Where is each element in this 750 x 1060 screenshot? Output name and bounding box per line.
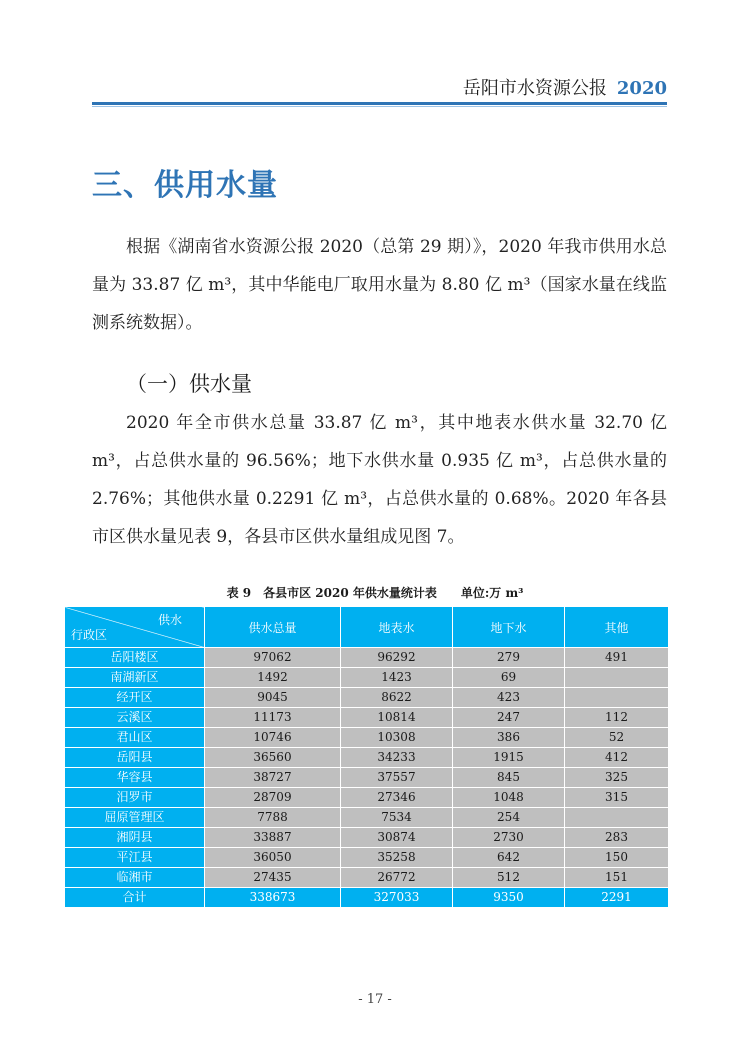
region-cell: 合计 [65, 888, 205, 908]
table-row [65, 788, 669, 808]
value-cell: 642 [453, 848, 565, 868]
value-cell: 315 [565, 788, 669, 808]
value-cell: 97062 [205, 648, 341, 668]
header-title: 岳阳市水资源公报 [462, 78, 607, 99]
table-row [65, 748, 669, 768]
intro-paragraph: 根据《湖南省水资源公报 2020（总第 29 期）》，2020 年我市供用水总量为 33.87 亿 m³，其中华能电厂取用水量为 8.80 亿 m³（国家水量在线监测系统数据）。 [92, 237, 667, 333]
value-cell: 8622 [341, 688, 453, 708]
corner-bottom-label: 行政区 [71, 628, 108, 642]
value-cell: 36560 [205, 748, 341, 768]
value-cell: 150 [565, 848, 669, 868]
value-cell: 9045 [205, 688, 341, 708]
header-year: 2020 [616, 78, 667, 99]
value-cell: 423 [453, 688, 565, 708]
value-cell [565, 808, 669, 828]
table-row [65, 728, 669, 748]
region-cell: 君山区 [65, 728, 205, 748]
value-cell: 327033 [341, 888, 453, 908]
value-cell: 96292 [341, 648, 453, 668]
value-cell: 11173 [205, 708, 341, 728]
column-header: 地下水 [453, 607, 565, 648]
table-row [65, 868, 669, 888]
region-cell: 云溪区 [65, 708, 205, 728]
value-cell: 27435 [205, 868, 341, 888]
value-cell: 1915 [453, 748, 565, 768]
value-cell: 2730 [453, 828, 565, 848]
value-cell [565, 688, 669, 708]
region-cell: 经开区 [65, 688, 205, 708]
value-cell: 35258 [341, 848, 453, 868]
value-cell: 845 [453, 768, 565, 788]
table-unit: 单位:万 m³ [460, 586, 524, 600]
value-cell: 52 [565, 728, 669, 748]
value-cell: 28709 [205, 788, 341, 808]
value-cell: 10814 [341, 708, 453, 728]
supply-paragraph: 2020 年全市供水总量 33.87 亿 m³，其中地表水供水量 32.70 亿 m³，占总供水量的 96.56%；地下水供水量 0.935 亿 m³，占总供水量的 2.76%；其他供水量 0.2291 亿 m³，占总供水量的 0.68%。2020 年各县市区供水量见表 9，各县市区供水量组成见图 7。 [92, 413, 667, 547]
value-cell: 1492 [205, 668, 341, 688]
region-cell: 岳阳县 [65, 748, 205, 768]
region-cell: 湘阴县 [65, 828, 205, 848]
region-cell: 临湘市 [65, 868, 205, 888]
region-cell: 南湖新区 [65, 668, 205, 688]
value-cell: 36050 [205, 848, 341, 868]
value-cell: 247 [453, 708, 565, 728]
region-cell: 汨罗市 [65, 788, 205, 808]
table-caption-title: 表 9 各县市区 2020 年供水量统计表 [226, 586, 437, 600]
value-cell: 112 [565, 708, 669, 728]
header-rule-thin [92, 106, 667, 107]
value-cell: 7534 [341, 808, 453, 828]
column-header: 供水总量 [205, 607, 341, 648]
value-cell: 386 [453, 728, 565, 748]
corner-header-cell [65, 607, 205, 648]
table-row [65, 668, 669, 688]
value-cell: 151 [565, 868, 669, 888]
value-cell: 30874 [341, 828, 453, 848]
value-cell: 33887 [205, 828, 341, 848]
table-row [65, 708, 669, 728]
value-cell: 10746 [205, 728, 341, 748]
value-cell: 412 [565, 748, 669, 768]
table-row [65, 828, 669, 848]
table-row [65, 648, 669, 668]
table-caption [0, 584, 750, 601]
table-total-row [65, 888, 669, 908]
value-cell: 491 [565, 648, 669, 668]
region-cell: 屈原管理区 [65, 808, 205, 828]
value-cell: 27346 [341, 788, 453, 808]
running-header [92, 74, 667, 102]
table-row [65, 848, 669, 868]
value-cell: 7788 [205, 808, 341, 828]
region-cell: 平江县 [65, 848, 205, 868]
page-number: - 17 - [358, 992, 392, 1007]
value-cell: 34233 [341, 748, 453, 768]
value-cell: 2291 [565, 888, 669, 908]
column-header: 其他 [565, 607, 669, 648]
water-supply-table [64, 606, 669, 908]
value-cell: 279 [453, 648, 565, 668]
section-title: 三、供用水量 [92, 168, 278, 203]
value-cell: 325 [565, 768, 669, 788]
region-cell: 岳阳楼区 [65, 648, 205, 668]
table-row [65, 808, 669, 828]
column-header: 地表水 [341, 607, 453, 648]
value-cell: 1423 [341, 668, 453, 688]
value-cell: 69 [453, 668, 565, 688]
value-cell [565, 668, 669, 688]
table-row [65, 768, 669, 788]
header-rule [92, 102, 667, 105]
table-row [65, 688, 669, 708]
value-cell: 512 [453, 868, 565, 888]
value-cell: 38727 [205, 768, 341, 788]
region-cell: 华容县 [65, 768, 205, 788]
value-cell: 338673 [205, 888, 341, 908]
value-cell: 9350 [453, 888, 565, 908]
value-cell: 1048 [453, 788, 565, 808]
value-cell: 26772 [341, 868, 453, 888]
value-cell: 10308 [341, 728, 453, 748]
subheading: （一）供水量 [126, 372, 252, 396]
corner-top-label: 供水 [157, 613, 182, 627]
value-cell: 254 [453, 808, 565, 828]
value-cell: 283 [565, 828, 669, 848]
table-header-row [65, 607, 669, 648]
value-cell: 37557 [341, 768, 453, 788]
